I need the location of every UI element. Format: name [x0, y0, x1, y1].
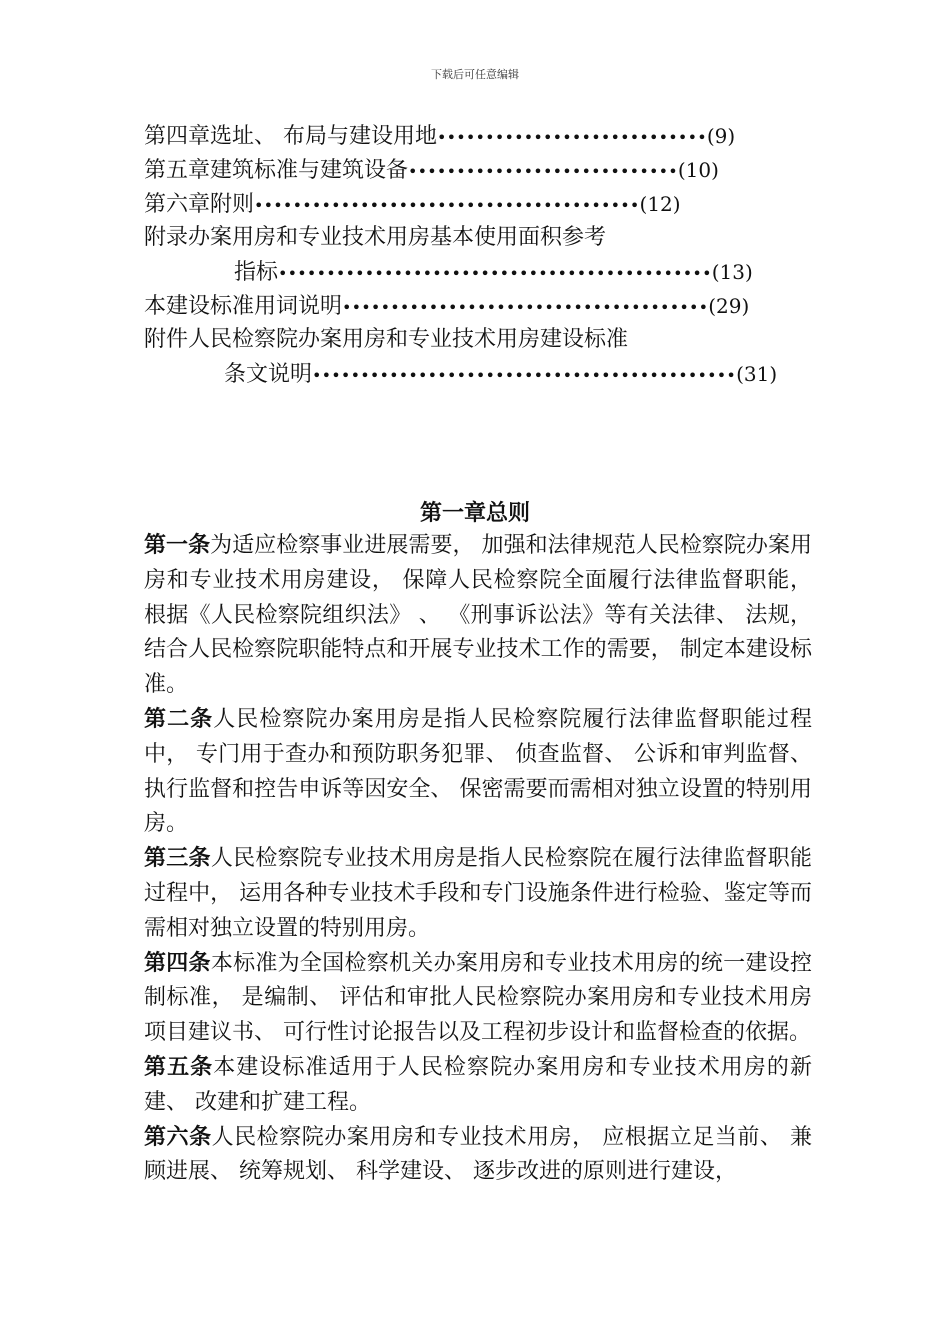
toc-entry-title: 第四章选址、 布局与建设用地 [144, 124, 437, 149]
toc-leader: •••••••••••••••••••••••••••• [408, 162, 678, 181]
article-label: 第五条 [144, 1054, 214, 1080]
chapter-title: 第一章总则 [419, 501, 530, 526]
toc-entry-title: 附件人民检察院办案用房和专业技术用房建设标准 [144, 327, 629, 352]
toc-entry [144, 187, 784, 221]
article-text: 为适应检察事业进展需要， 加强和法律规范人民检察院办案用房和专业技术用房建设， 保障人民检察院全面履行法律监督职能， 根据《人民检察院组织法》 、 《刑事诉讼法》等有关法律、 法规， 结合人民检察院职能特点和开展专业技术工作的需要， 制定本建设标准。 [144, 533, 812, 698]
toc-entry-page: (9) [706, 124, 736, 148]
toc-entry-continuation [144, 255, 784, 289]
toc-entry-continuation [144, 357, 784, 391]
toc-entry-page: (29) [708, 294, 750, 318]
article-text: 人民检察院办案用房是指人民检察院履行法律监督职能过程中， 专门用于查办和预防职务犯罪、 侦查监督、 公诉和审判监督、 执行监督和控告申诉等因安全、 保密需要而需相对独立设置的特别用房。 [144, 706, 812, 837]
toc-entry-continuation-text: 条文说明 [224, 362, 313, 387]
article-text: 人民检察院办案用房和专业技术用房， 应根据立足当前、 兼顾进展、 统筹规划、 科学建设、 逐步改进的原则进行建设， [144, 1124, 812, 1185]
article-paragraph [144, 529, 812, 703]
article-text: 本建设标准适用于人民检察院办案用房和专业技术用房的新建、 改建和扩建工程。 [144, 1054, 812, 1115]
toc-entry-page: (10) [677, 158, 719, 182]
toc-entry [144, 289, 784, 323]
chapter-body [144, 529, 812, 1190]
article-paragraph [144, 947, 812, 1051]
toc-entry [144, 119, 784, 153]
toc-entry-title: 第六章附则 [144, 192, 255, 217]
toc-leader: •••••••••••••••••••••••••••••••••••••• [342, 298, 709, 317]
article-text: 本标准为全国检察机关办案用房和专业技术用房的统一建设控制标准， 是编制、 评估和审批人民检察院办案用房和专业技术用房项目建议书、 可行性讨论报告以及工程初步设计和监督检查的依据。 [144, 950, 812, 1046]
article-label: 第一条 [144, 533, 211, 558]
toc-entry-page: (12) [639, 192, 681, 216]
toc-entry-title: 附录办案用房和专业技术用房基本使用面积参考 [144, 225, 607, 250]
article-label: 第六条 [144, 1124, 212, 1150]
article-text: 人民检察院专业技术用房是指人民检察院在履行法律监督职能过程中， 运用各种专业技术手段和专门设施条件进行检验、鉴定等而需相对独立设置的特别用房。 [144, 846, 812, 941]
toc-leader: •••••••••••••••••••••••••••• [437, 128, 707, 147]
toc-leader: ••••••••••••••••••••••••••••••••••••••••••••• [278, 264, 712, 283]
toc-leader: •••••••••••••••••••••••••••••••••••••••••••• [312, 366, 737, 385]
article-paragraph [144, 1051, 812, 1121]
toc-entry-page: (31) [736, 362, 778, 386]
article-paragraph [144, 1121, 812, 1191]
toc-entry [144, 221, 784, 255]
page-header: 下载后可任意编辑 [431, 68, 519, 81]
table-of-contents [144, 119, 784, 391]
toc-entry-title: 第五章建筑标准与建筑设备 [144, 158, 409, 183]
article-label: 第二条 [144, 706, 214, 732]
article-label: 第三条 [144, 846, 211, 872]
toc-entry [144, 153, 784, 187]
article-label: 第四条 [144, 950, 211, 976]
toc-entry-title: 本建设标准用词说明 [144, 294, 343, 319]
article-paragraph [144, 842, 812, 946]
article-paragraph [144, 703, 812, 842]
toc-entry-page: (13) [711, 260, 753, 284]
toc-entry [144, 323, 784, 357]
toc-leader: •••••••••••••••••••••••••••••••••••••••• [254, 196, 640, 215]
toc-entry-continuation-text: 指标 [234, 260, 279, 285]
